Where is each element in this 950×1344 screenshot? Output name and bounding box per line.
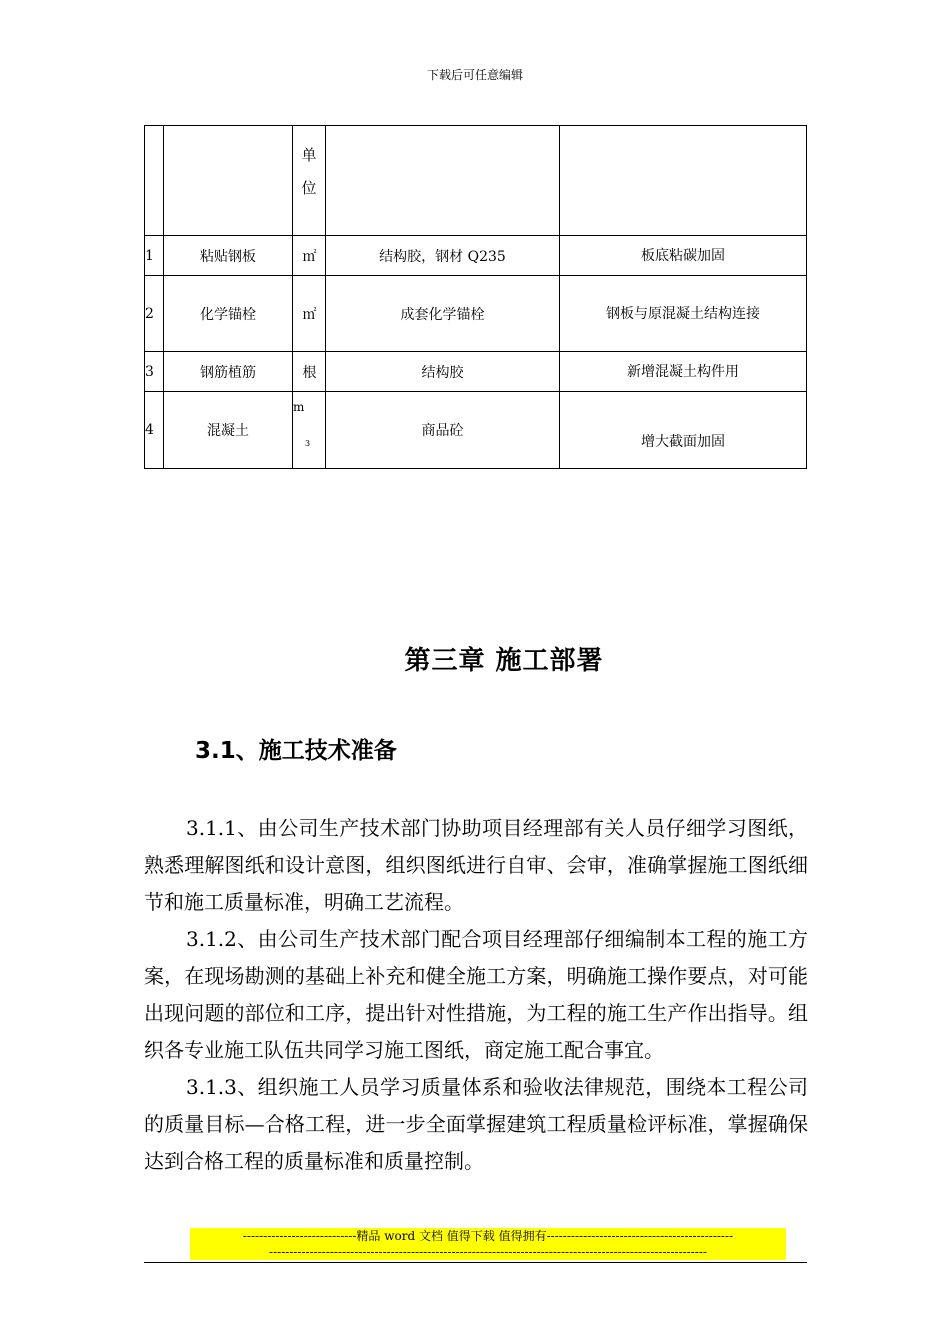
row-name: 钢筋植筋 bbox=[164, 352, 293, 392]
unit-exponent: 3 bbox=[305, 439, 311, 448]
row-material: 商品砼 bbox=[326, 392, 560, 469]
section-title: 3.1、施工技术准备 bbox=[195, 738, 397, 764]
header-note: 下载后可任意编辑 bbox=[426, 68, 523, 82]
row-note: 钢板与原混凝土结构连接 bbox=[560, 276, 807, 352]
row-name: 化学锚栓 bbox=[164, 276, 293, 352]
chapter-title: 第三章 施工部署 bbox=[404, 646, 604, 676]
paragraph: 3.1.2、由公司生产技术部门配合项目经理部仔细编制本工程的施工方案，在现场勘测的基础上补充和健全施工方案，明确施工操作要点，对可能出现问题的部位和工序，提出针对性措施，为工程的施工生产作出指导。组织各专业施工队伍共同学习施工图纸，商定施工配合事宜。 bbox=[144, 927, 808, 1062]
row-unit: 根 bbox=[293, 352, 326, 392]
row-name: 混凝土 bbox=[164, 392, 293, 469]
row-material: 成套化学锚栓 bbox=[326, 276, 560, 352]
row-no: 3 bbox=[145, 352, 164, 392]
row-name: 粘贴钢板 bbox=[164, 236, 293, 276]
row-no: 2 bbox=[145, 276, 164, 352]
table-header-row bbox=[145, 126, 807, 236]
row-note: 新增混凝土构件用 bbox=[560, 352, 807, 392]
table-row bbox=[145, 392, 807, 469]
unit-base: m bbox=[293, 400, 305, 414]
row-unit: ㎡ bbox=[293, 276, 326, 352]
table-row bbox=[145, 276, 807, 352]
row-no: 4 bbox=[145, 392, 164, 469]
body-text bbox=[144, 810, 808, 1180]
footer-line-2: ------------------------------------------------------------------------------------------------------------ bbox=[269, 1245, 707, 1259]
row-unit bbox=[293, 392, 326, 469]
unit-header: 单位 bbox=[299, 146, 318, 213]
table-row bbox=[145, 236, 807, 276]
row-material: 结构胶 bbox=[326, 352, 560, 392]
materials-table bbox=[144, 125, 807, 469]
footer-rule bbox=[144, 1262, 807, 1263]
row-unit: ㎡ bbox=[293, 236, 326, 276]
table-row bbox=[145, 352, 807, 392]
footer-banner bbox=[190, 1228, 786, 1260]
row-note: 增大截面加固 bbox=[560, 392, 807, 469]
footer-line-1: ----------------------------精品 word 文档 值得下载 值得拥有---------------------------------------------- bbox=[242, 1229, 734, 1243]
row-no: 1 bbox=[145, 236, 164, 276]
row-material: 结构胶，钢材 Q235 bbox=[326, 236, 560, 276]
paragraph: 3.1.3、组织施工人员学习质量体系和验收法律规范，围绕本工程公司的质量目标—合格工程，进一步全面掌握建筑工程质量检评标准，掌握确保达到合格工程的质量标准和质量控制。 bbox=[144, 1075, 808, 1173]
row-note: 板底粘碳加固 bbox=[560, 236, 807, 276]
paragraph: 3.1.1、由公司生产技术部门协助项目经理部有关人员仔细学习图纸，熟悉理解图纸和设计意图，组织图纸进行自审、会审，准确掌握施工图纸细节和施工质量标准，明确工艺流程。 bbox=[144, 816, 808, 914]
